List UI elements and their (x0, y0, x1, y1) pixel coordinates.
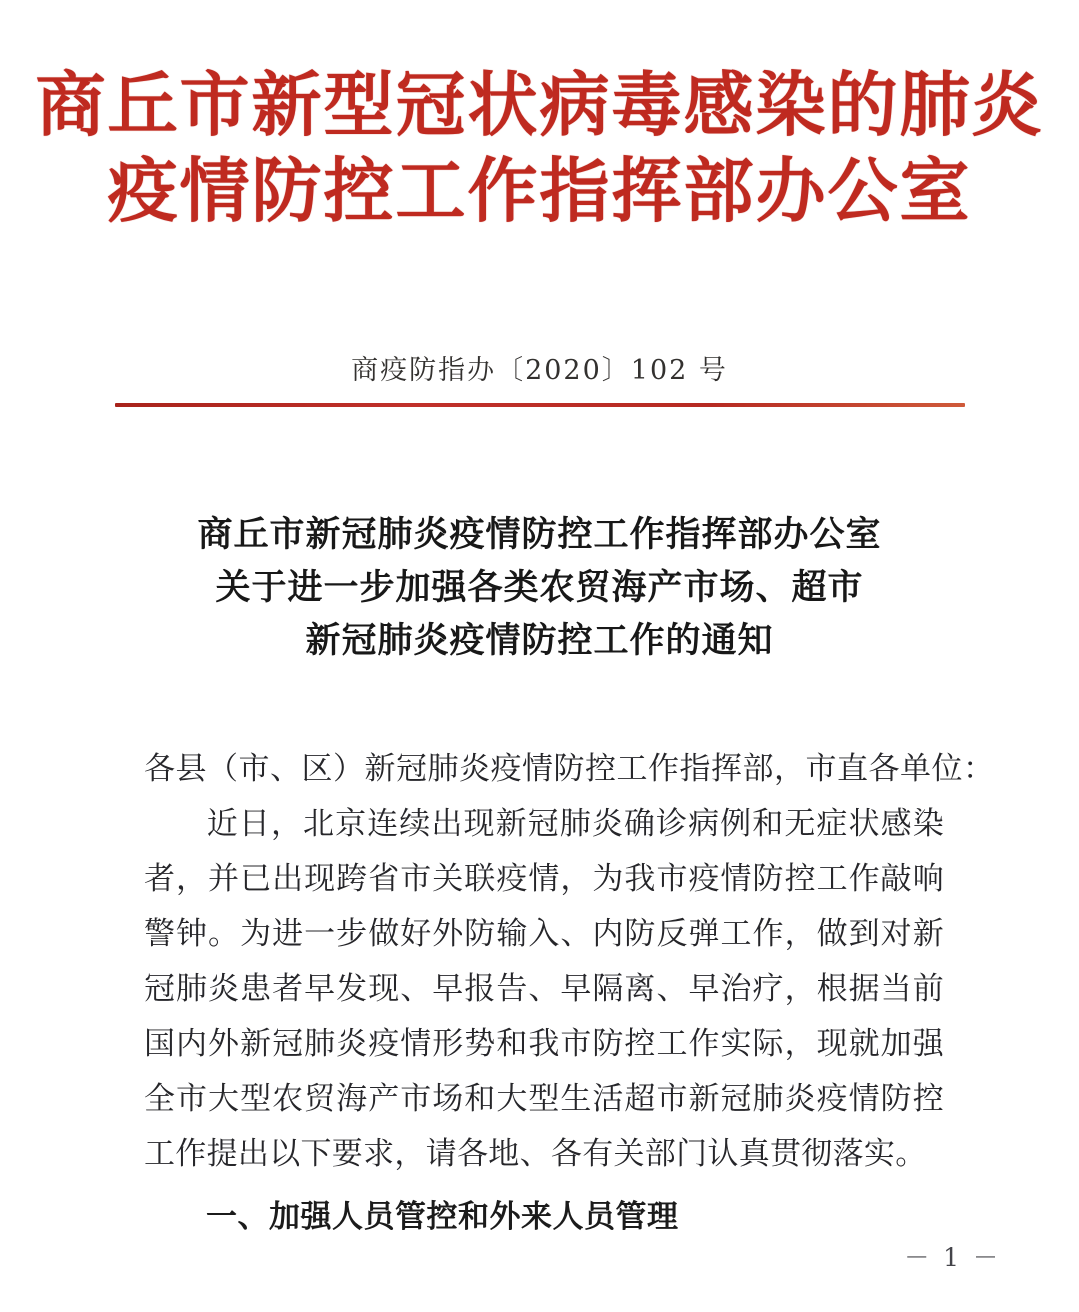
document-title (80, 508, 999, 667)
section-heading-1: 一、加强人员管控和外来人员管理 (206, 1199, 679, 1235)
red-separator-rule (115, 403, 965, 407)
addressee-line: 各县（市、区）新冠肺炎疫情防控工作指挥部，市直各单位： (144, 751, 995, 787)
masthead-line-2: 疫情防控工作指挥部办公室 (107, 149, 972, 232)
masthead (0, 62, 1079, 234)
document-serial-number: 商疫防指办〔2020〕102 号 (351, 355, 728, 386)
document-title-line-1: 商丘市新冠肺炎疫情防控工作指挥部办公室 (197, 514, 882, 555)
masthead-line-1: 商丘市新型冠状病毒感染的肺炎 (35, 63, 1044, 146)
document-title-line-2: 关于进一步加强各类农贸海产市场、超市 (215, 567, 864, 608)
body-paragraph-1 (144, 797, 944, 1182)
document-body (144, 742, 995, 1245)
body-paragraph-1-text: 近日，北京连续出现新冠肺炎确诊病例和无症状感染者，并已出现跨省市关联疫情，为我市疫情防控工作敲响警钟。为进一步做好外防输入、内防反弹工作，做到对新冠肺炎患者早发现、早报告、早隔离、早治疗，根据当前国内外新冠肺炎疫情形势和我市防控工作实际，现就加强全市大型农贸海产市场和大型生活超市新冠肺炎疫情防控工作提出以下要求，请各地、各有关部门认真贯彻落实。 (144, 806, 944, 1172)
document-title-line-3: 新冠肺炎疫情防控工作的通知 (305, 620, 774, 661)
page-number: － 1 － (904, 1243, 1001, 1272)
